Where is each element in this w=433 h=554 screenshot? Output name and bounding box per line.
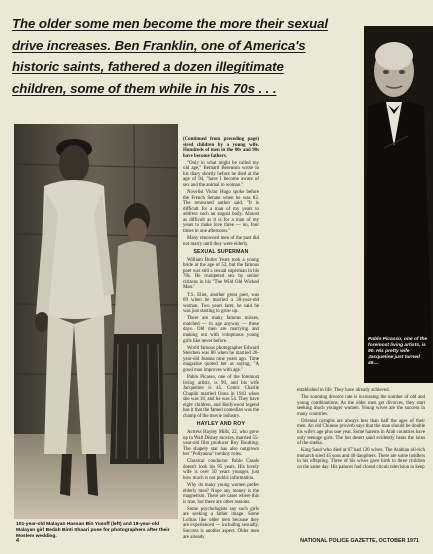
publication-footer: NATIONAL POLICE GAZETTE, OCTOBER 1971 xyxy=(300,538,419,544)
paragraph: There are many famous misses, matched — in age anyway — these days. Old men are marrying and making out with voluptuous young girls like never before. xyxy=(183,316,259,344)
page-number: 4 xyxy=(16,538,19,544)
headline-line-2: drive increases. Ben Franklin, one of America's xyxy=(12,37,306,53)
article-column-right xyxy=(297,388,425,472)
paragraph: The zooming divorce rate is increasing the number of old and young combinations. As the older men get divorces, they start seeking much younger women. Young wives are the success in many countries. xyxy=(297,395,425,417)
headline-line-1: The older some men become the more their sexual xyxy=(12,16,329,31)
paragraph: Many renowned men of the past did not marry until they were elderly. xyxy=(183,236,259,247)
paragraph: (Continued from preceding page) sired children by a young wife. Hundreds of men in the 80s and 90s have become fathers. xyxy=(183,137,259,159)
wedding-photo xyxy=(14,124,178,519)
headline-line-4: children, some of them while in his 70s . . . xyxy=(12,80,277,96)
paragraph: William Butler Yeats took a young bride at the age of 52, but the famous poet was still a sexual superman in his 70s. He trumpeted sex by senior citizens in his "The Wild Old Wicked Man." xyxy=(183,257,259,291)
paragraph: Novelist Victor Hugo spoke before the French Senate when he was 82. The renowned author said, "It is difficult for a man of my years to address such an august body. Almost as difficult as it is for a man of my years to make love three — no, four times in one afternoon." xyxy=(183,190,259,234)
left-caption-text: 101-year-old Malayan Hassan Bin Yusoff (left) and 18-year-old Malayan girl Bedah Binti Shaari pose for photographers after their Moslem wedding. xyxy=(16,522,170,539)
paragraph: Pablo Picasso, one of the foremost living artists, is 90, and his wife Jacqueline is 45. Comic Charlie Chaplin married Oona in 1943 when she was 18, and he was 54. They have eight children, and Hollywood legend has it that the famed comedian was the champ of the movie industry. xyxy=(183,375,259,419)
paragraph: Oriental nymphs are always less than half the ages of their men. An old Chinese proverb says that the man should be double his wife's age plus one year. Some harems in Arab countries have only teenage girls. The hot desert sand evidently heats the loins of the sheiks. xyxy=(297,418,425,447)
portrait-photo xyxy=(364,26,433,383)
paragraph: Some psychologists say such girls are seeking a father image. Some Lolitas like older men because they are experienced — including sexually. Success is another aspect. Older men are already xyxy=(183,506,259,540)
headline-line-3: historic saints, fathered a dozen illegitimate xyxy=(12,59,284,75)
article-column-middle xyxy=(183,137,259,542)
right-photo-caption xyxy=(368,337,430,367)
subheading-sexual-superman: SEXUAL SUPERMAN xyxy=(193,249,249,256)
right-caption-text: Pablo Picasso, one of the foremost living artists, is 90. His pretty wife Jacqueline just turned 45.... xyxy=(368,337,428,366)
wedding-photo-image xyxy=(14,124,178,519)
paragraph: World famous photographer Edward Steichen was 80 when he married 26-year-old Joanna nine years ago. Time magazine quoted her as saying, "A good man improves with age." xyxy=(183,345,259,373)
paragraph: "Only in what might be called my old age," Bernard Berenson wrote in his diary shortly before he died at the age of 94, "have I become aware of sex and the animal in woman." xyxy=(183,160,259,188)
paragraph: King Saud who died at 67 had 120 wives. The Arabian oil-rich monarch sired 45 sons and 40 daughters. There are some toddlers in his offspring. Three of his wives gave birth to three children on the same day. His palaces had closed circuit television to keep xyxy=(297,448,425,470)
paragraph: T.S. Eliot, another great poet, was 69 when he married a 30-year-old woman. Two years later, he said he was just starting to grow up. xyxy=(183,292,259,315)
left-photo-caption xyxy=(16,522,178,540)
paragraph: Actress Hayley Mills, 22, who grew up in Walt Disney movies, married 55-year-old film producer Roy Boulting. The shapely star has also outgrown her "Pollyanna" tomboy roles. xyxy=(183,429,259,458)
paragraph: Why do many young women prefer elderly men? Nope any money is the magnetism. There are cases where this is true, but there are other reasons. xyxy=(183,483,259,505)
right-column-backdrop xyxy=(264,137,362,383)
subheading-hayley-and-roy: HAYLEY AND ROY xyxy=(196,421,246,428)
paragraph: established in life. They have already achieved. xyxy=(297,388,390,393)
headline xyxy=(12,13,422,99)
portrait-photo-image xyxy=(364,26,433,383)
paragraph: Classical conductor Pablo Casals doesn't look his 95 years. His lovely wife is over 50 years younger, just how much is not public information. xyxy=(183,459,259,481)
